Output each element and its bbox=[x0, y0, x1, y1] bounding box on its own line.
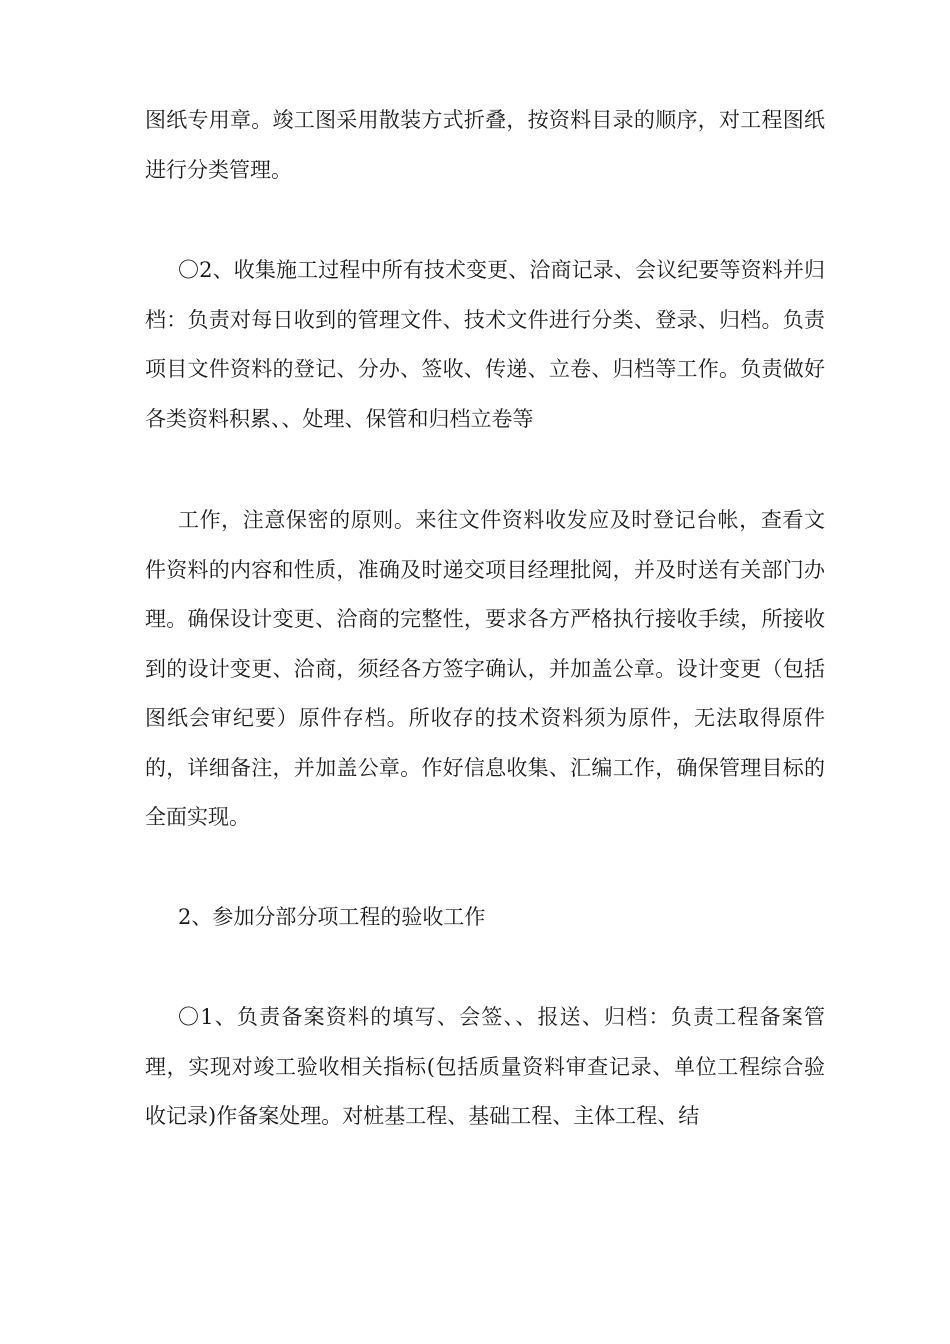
section-heading-acceptance-work: 2、参加分部分项工程的验收工作 bbox=[178, 905, 486, 929]
paragraph-filing-records: 〇1、负责备案资料的填写、会签、、报送、归档：负责工程备案管理，实现对竣工验收相关指标(包括质量资料审查记录、单位工程综合验收记录)作备案处理。对桩基工程、基础工程、主体工程、结 bbox=[145, 1005, 825, 1128]
paragraph-drawing-management: 图纸专用章。竣工图采用散装方式折叠，按资料目录的顺序，对工程图纸进行分类管理。 bbox=[145, 108, 825, 182]
paragraph-confidentiality-principle: 工作，注意保密的原则。来往文件资料收发应及时登记台帐，查看文件资料的内容和性质，准确及时递交项目经理批阅，并及时送有关部门办理。确保设计变更、洽商的完整性，要求各方严格执行接收手续，所接收到的设计变更、洽商，须经各方签字确认，并加盖公章。设计变更（包括图纸会审纪要）原件存档。所收存的技术资料须为原件，无法取得原件的，详细备注，并加盖公章。作好信息收集、汇编工作，确保管理目标的全面实现。 bbox=[145, 508, 825, 829]
paragraph-collect-technical-changes: 〇2、收集施工过程中所有技术变更、洽商记录、会议纪要等资料并归档：负责对每日收到的管理文件、技术文件进行分类、登录、归档。负责项目文件资料的登记、分办、签收、传递、立卷、归档等工作。负责做好各类资料积累、、处理、保管和归档立卷等 bbox=[145, 258, 825, 431]
